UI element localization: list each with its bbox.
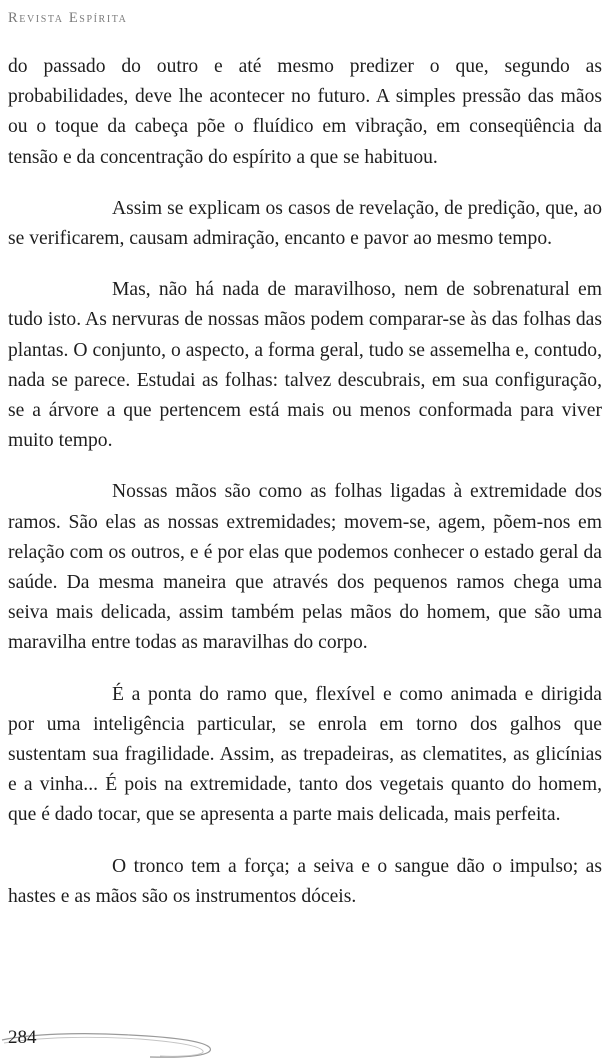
page-number: 284 [8,1027,37,1048]
running-title: Revista Espírita [8,10,128,26]
paragraph: Nossas mãos são como as folhas ligadas à extremidade dos ramos. São elas as nossas extremidades; movem-se, agem, põem-nos em relação com os outros, e é por elas que podemos conhecer o estado geral da saúde. Da mesma maneira que através dos pequenos ramos chega uma seiva mais delicada, assim também pelas mãos do homem, que são uma maravilha entre todas as maravilhas do corpo. [8,481,602,654]
paragraph: O tronco tem a força; a seiva e o sangue dão o impulso; as hastes e as mãos são os instrumentos dóceis. [8,855,602,907]
paragraph: Assim se explicam os casos de revelação, de predição, que, ao se verificarem, causam admiração, encanto e pavor ao mesmo tempo. [8,197,602,250]
running-header [8,10,128,27]
paragraph: Mas, não há nada de maravilhoso, nem de sobrenatural em tudo isto. As nervuras de nossas mãos podem comparar-se às das folhas das plantas. O conjunto, o aspecto, a forma geral, tudo se assemelha e, contudo, nada se parece. Estudai as folhas: talvez descubrais, em sua configuração, se a árvore a que pertencem está mais ou menos conformada para viver muito tempo. [8,279,602,452]
page-footer [0,1024,611,1064]
body-text [8,52,602,933]
paragraph: É a ponta do ramo que, flexível e como animada e dirigida por uma inteligência particular, se enrola em torno dos galhos que sustentam sua fragilidade. Assim, as trepadeiras, as clematites, as glicínias e a vinha... É pois na extremidade, tanto dos vegetais quanto do homem, que é dado tocar, que se apresenta a parte mais delicada, mais perfeita. [8,683,602,826]
paragraph: do passado do outro e até mesmo predizer o que, segundo as probabilidades, deve lhe acontecer no futuro. A simples pressão das mãos ou o toque da cabeça põe o fluídico em vibração, em conseqüência da tensão e da concentração do espírito a que se habituou. [8,56,602,168]
